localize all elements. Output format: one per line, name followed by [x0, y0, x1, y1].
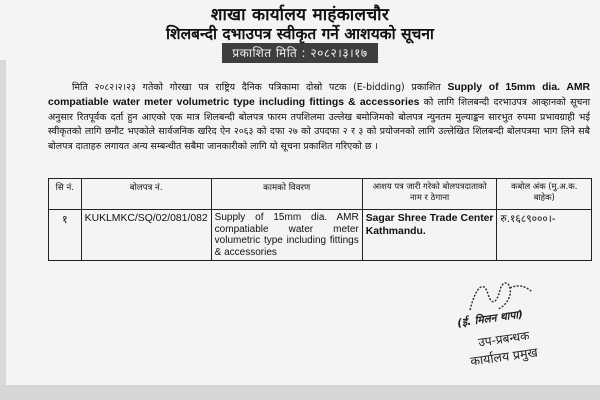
- signatory-post: उप-प्रबन्धक: [477, 328, 531, 350]
- bid-table: [48, 178, 592, 261]
- cell-sn: १: [49, 210, 82, 261]
- scan-bottom-band: [0, 385, 600, 400]
- published-date: प्रकाशित मिति : २०८२।३।१७: [222, 43, 377, 63]
- cell-bolpatra: KUKLMKC/SQ/02/081/082: [81, 210, 211, 261]
- cell-bidder: Sagar Shree Trade Center Kathmandu.: [362, 210, 497, 261]
- signatory-office: कार्यालय प्रमुख: [469, 344, 539, 369]
- table-row: [49, 210, 592, 261]
- body-bold-item: Supply of 15mm dia. AMR compatiable water meter volumetric type including fittings & accessories: [48, 82, 590, 108]
- body-text-part2: को लागि शिलबन्दी दरभाउपत्र आव्हानको सूचना अनुसार रितपूर्वक दर्ता हुन आएको एक मात्र शिलबन्दी बोलपत्र फारम तपशिलमा उल्लेख बमोजिमको बोलपत्र न्युनतम मुल्याङ्कन सारभुत रुपमा प्रभावग्राही भई स्वीकृतको लागि छनौट भएकोले सार्वजनिक खरिद ऐन २०६३ को दफा २७ को उपदफा २ र ३ को प्रयोजनको लागि उल्लेखित शिलबन्दी बोलपत्रमा भाग लिने सबै बोलपत्र दाताहरु लगायत अन्य सम्बन्धीत सबैमा जानकारीको लागि यो सूचना प्रकाशित गरिएको छ ।: [48, 96, 590, 152]
- published-date-wrap: [0, 42, 600, 63]
- table-header-row: [49, 179, 592, 210]
- scan-edge: [0, 60, 6, 385]
- header-amount: कबोल अंक (मु.अ.क. बाहेक): [497, 179, 592, 210]
- header-description: कामको विवरण: [211, 179, 362, 210]
- header-bolpatra: बोलपत्र नं.: [81, 179, 211, 210]
- office-title: शाखा कार्यालय माहंकालचौर: [210, 5, 390, 25]
- cell-description: Supply of 15mm dia. AMR compatiable water meter volumetric type including fittings & accessories: [211, 210, 362, 261]
- notice-subtitle: शिलबन्दी दभाउपत्र स्वीकृत गर्ने आशयको सूचना: [166, 25, 434, 43]
- notice-body: [48, 81, 590, 154]
- body-text-part1: मिति २०८२।२।२३ गतेको गोरखा पत्र राष्ट्रिय दैनिक पत्रिकामा दोस्रो पटक (E-bidding) प्रकाशित: [72, 82, 448, 94]
- cell-amount: रु.१६८९०००।-: [497, 210, 592, 261]
- signatory-name: (ई. मिलन थापा): [456, 308, 524, 330]
- header-bidder: आशय पत्र जारी गरेको बोलपत्रदाताको नाम र ठेगाना: [362, 179, 497, 210]
- header-sn: सि नं.: [49, 179, 82, 210]
